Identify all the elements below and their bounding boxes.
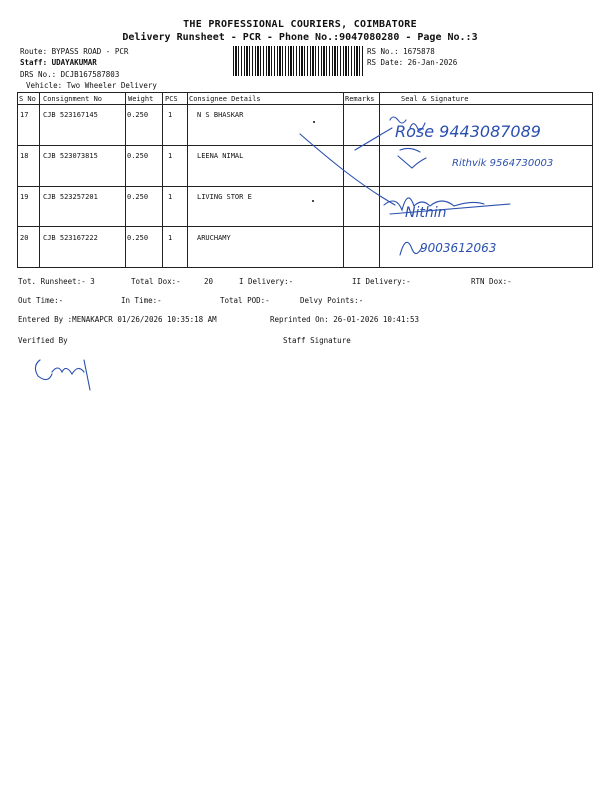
col-consignment: Consignment No bbox=[43, 95, 103, 103]
out-time: Out Time:- bbox=[18, 296, 64, 305]
handwriting-row-18: Rithvik 9564730003 bbox=[452, 158, 554, 169]
col-weight: Weight bbox=[128, 95, 154, 103]
i-delivery: I Delivery:- bbox=[239, 277, 294, 286]
row-pcs: 1 bbox=[168, 234, 173, 242]
handwriting-row-17: Rose 9443087089 bbox=[395, 122, 541, 141]
col-consignee: Consignee Details bbox=[189, 95, 261, 103]
delvy-points: Delvy Points:- bbox=[300, 296, 364, 305]
col-signature: Seal & Signature bbox=[401, 95, 469, 103]
handwriting-row-20: 9003612063 bbox=[420, 241, 497, 255]
row-pcs: 1 bbox=[168, 193, 173, 201]
row-sno: 20 bbox=[20, 234, 29, 242]
handwriting-row-19: Nithin bbox=[405, 205, 447, 221]
staff-label: Staff: UDAYAKUMAR bbox=[20, 58, 97, 67]
tot-runsheet: Tot. Runsheet:- 3 bbox=[18, 277, 95, 286]
ii-delivery: II Delivery:- bbox=[352, 277, 411, 286]
row-weight: 0.250 bbox=[127, 234, 149, 242]
verified-by: Verified By bbox=[18, 336, 68, 345]
total-pod: Total POD:- bbox=[220, 296, 270, 305]
row-sno: 17 bbox=[20, 111, 29, 119]
row-pcs: 1 bbox=[168, 152, 173, 160]
row-sno: 18 bbox=[20, 152, 29, 160]
total-dox-value: 20 bbox=[204, 277, 214, 286]
row-consignment: CJB 523073815 bbox=[43, 152, 98, 160]
row-consignee: N S BHASKAR bbox=[197, 111, 244, 119]
row-weight: 0.250 bbox=[127, 111, 149, 119]
col-remarks: Remarks bbox=[345, 95, 375, 103]
vehicle-label: Vehicle: Two Wheeler Delivery bbox=[26, 81, 157, 90]
rtn-dox: RTN Dox:- bbox=[471, 277, 512, 286]
total-dox-label: Total Dox:- bbox=[131, 277, 181, 286]
row-consignment: CJB 523167222 bbox=[43, 234, 98, 242]
row-consignee: ARUCHAMY bbox=[197, 234, 231, 242]
col-pcs: PCS bbox=[165, 95, 178, 103]
staff-signature: Staff Signature bbox=[283, 336, 351, 345]
row-weight: 0.250 bbox=[127, 193, 149, 201]
rs-date: RS Date: 26-Jan-2026 bbox=[367, 58, 458, 67]
row-pcs: 1 bbox=[168, 111, 173, 119]
rs-number: RS No.: 1675878 bbox=[367, 47, 435, 56]
row-weight: 0.250 bbox=[127, 152, 149, 160]
row-consignee: LIVING STOR E bbox=[197, 193, 252, 201]
row-consignee: LEENA NIMAL bbox=[197, 152, 244, 160]
entered-by: Entered By :MENAKAPCR 01/26/2026 10:35:18 AM bbox=[18, 315, 217, 324]
route-label: Route: BYPASS ROAD - PCR bbox=[20, 47, 129, 56]
row-consignment: CJB 523257201 bbox=[43, 193, 98, 201]
row-sno: 19 bbox=[20, 193, 29, 201]
reprinted-on: Reprinted On: 26-01-2026 10:41:53 bbox=[270, 315, 420, 324]
company-title: THE PROFESSIONAL COURIERS, COIMBATORE bbox=[183, 19, 417, 30]
runsheet-subtitle: Delivery Runsheet - PCR - Phone No.:9047080280 - Page No.:3 bbox=[122, 32, 478, 43]
in-time: In Time:- bbox=[121, 296, 162, 305]
row-consignment: CJB 523167145 bbox=[43, 111, 98, 119]
drs-number: DRS No.: DCJB167587803 bbox=[20, 70, 120, 79]
col-sno: S No bbox=[19, 95, 36, 103]
